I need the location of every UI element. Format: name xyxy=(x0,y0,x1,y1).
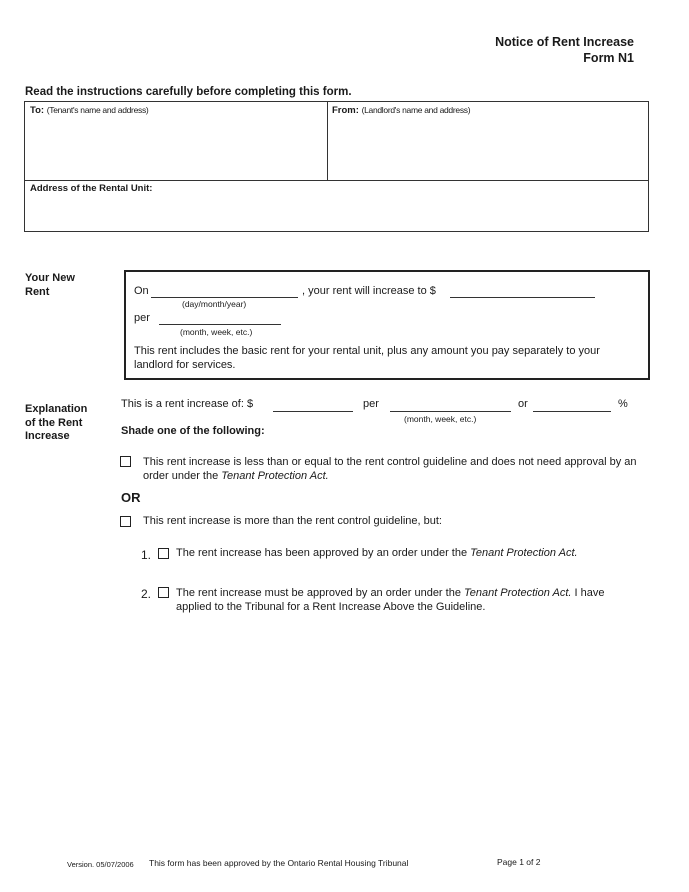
sub-option-number: 2. xyxy=(141,587,152,601)
rental-unit-field[interactable] xyxy=(30,183,152,194)
version-text: Version. 05/07/2006 xyxy=(67,860,134,869)
form-title-text: Notice of Rent Increase xyxy=(495,35,634,49)
per-label: per xyxy=(363,398,379,410)
increase-period-field[interactable] xyxy=(390,411,511,412)
option-text-line xyxy=(143,469,636,483)
form-title xyxy=(495,34,634,66)
rent-note-line: This rent includes the basic rent for your rental unit, plus any amount you pay separately to your xyxy=(134,345,600,357)
instructions: Read the instructions carefully before completing this form. xyxy=(25,86,352,98)
explanation-heading-line: Increase xyxy=(25,430,70,442)
or-separator: OR xyxy=(121,490,141,505)
new-rent-heading xyxy=(25,272,75,299)
divider xyxy=(25,180,648,181)
new-rent-amount-field[interactable] xyxy=(450,297,595,298)
to-label: To: xyxy=(30,105,45,116)
address-box xyxy=(24,101,649,232)
option-above-guideline-text: This rent increase is more than the rent control guideline, but: xyxy=(143,515,442,527)
option-text-part: The rent increase has been approved by an order under the xyxy=(176,547,471,559)
form-id: Form N1 xyxy=(583,51,634,65)
to-field[interactable] xyxy=(30,105,148,116)
option-within-guideline-checkbox[interactable] xyxy=(120,456,131,467)
act-name: Tenant Protection Act. xyxy=(470,547,578,559)
increase-of-label: This is a rent increase of: $ xyxy=(121,398,254,410)
increase-amount-field[interactable] xyxy=(273,411,353,412)
option-text-line: applied to the Tribunal for a Rent Increase Above the Guideline. xyxy=(176,601,486,613)
approved-order-checkbox[interactable] xyxy=(158,548,169,559)
explanation-heading xyxy=(25,403,87,444)
or-label: or xyxy=(518,398,528,410)
sub-option-number: 1. xyxy=(141,548,152,562)
option-text-part: order under the xyxy=(143,470,222,482)
increase-percent-field[interactable] xyxy=(533,411,611,412)
period-hint: (month, week, etc.) xyxy=(180,327,253,337)
approval-text: This form has been approved by the Ontario Rental Housing Tribunal xyxy=(149,858,409,868)
rent-note-line: landlord for services. xyxy=(134,359,236,371)
effective-date-field[interactable] xyxy=(151,297,298,298)
page-number: Page 1 of 2 xyxy=(497,857,541,867)
option-text-line xyxy=(176,586,604,600)
option-text-part: I have xyxy=(571,587,605,599)
explanation-heading-line: Explanation xyxy=(25,403,88,415)
approved-order-text xyxy=(176,547,578,559)
option-text-part: The rent increase must be approved by an order under the xyxy=(176,587,465,599)
increase-to-label: , your rent will increase to $ xyxy=(302,285,436,297)
act-name: Tenant Protection Act. xyxy=(221,470,329,482)
rental-unit-label: Address of the Rental Unit: xyxy=(30,183,153,194)
percent-sign: % xyxy=(618,398,628,410)
from-label: From: xyxy=(332,105,359,116)
from-hint: (Landlord's name and address) xyxy=(361,105,471,115)
new-rent-heading-line: Rent xyxy=(25,285,50,298)
on-label: On xyxy=(134,285,149,297)
period-hint: (month, week, etc.) xyxy=(404,414,477,424)
to-hint: (Tenant's name and address) xyxy=(46,105,149,115)
option-within-guideline-text xyxy=(143,455,636,483)
rent-period-field[interactable] xyxy=(159,324,281,325)
new-rent-box xyxy=(124,270,650,380)
from-field[interactable] xyxy=(332,105,470,116)
rent-note xyxy=(134,344,600,372)
option-text-line: This rent increase is less than or equal to the rent control guideline and does not need approval by an xyxy=(143,456,637,468)
explanation-heading-line: of the Rent xyxy=(25,416,83,429)
shade-instruction: Shade one of the following: xyxy=(121,425,265,437)
date-hint: (day/month/year) xyxy=(182,299,247,309)
pending-order-checkbox[interactable] xyxy=(158,587,169,598)
per-label: per xyxy=(134,312,150,324)
option-above-guideline-checkbox[interactable] xyxy=(120,516,131,527)
act-name: Tenant Protection Act. xyxy=(464,587,572,599)
new-rent-heading-line: Your New xyxy=(25,272,75,284)
pending-order-text xyxy=(176,586,604,614)
divider xyxy=(327,102,328,180)
